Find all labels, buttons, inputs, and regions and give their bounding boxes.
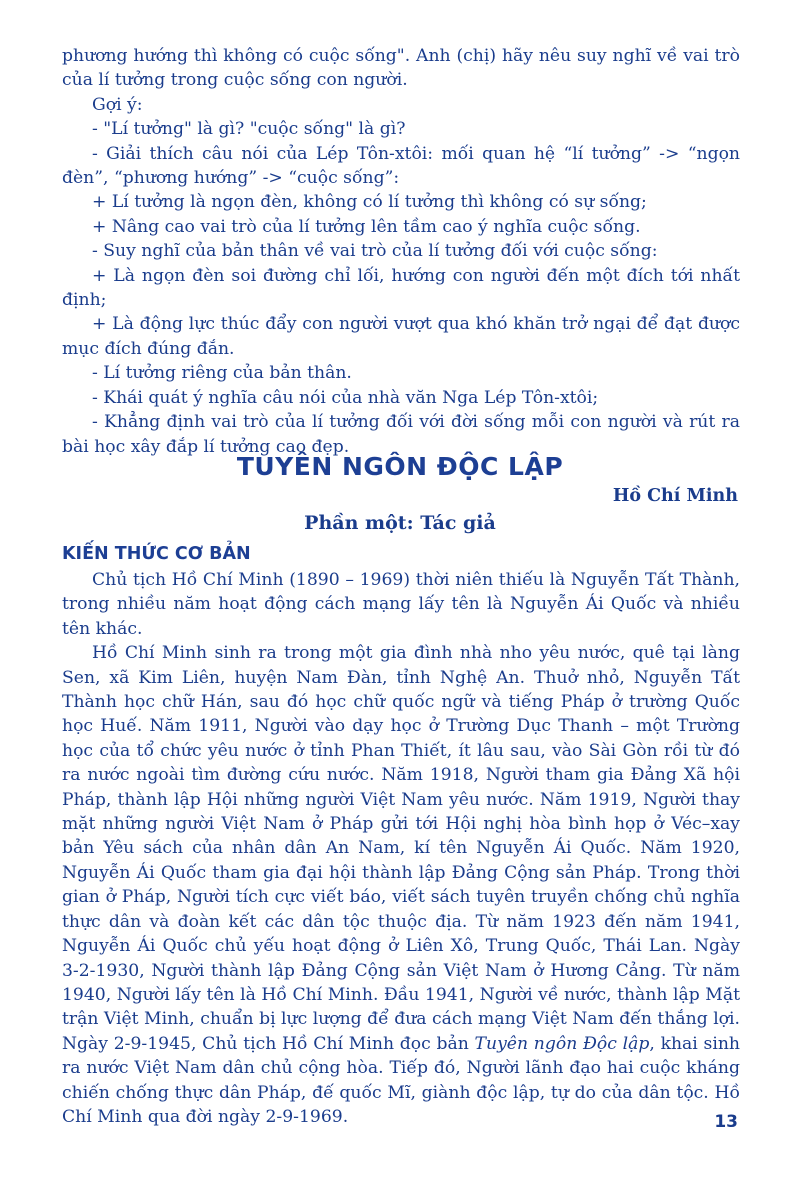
section-heading: KIẾN THỨC CƠ BẢN [62, 544, 251, 564]
question-text: phương hướng thì không có cuộc sống". Anh (chị) hãy nêu suy nghĩ về vai trò của lí tưởng trong cuộc sống con người. [62, 46, 740, 91]
hint-line: + Lí tưởng là ngọn đèn, không có lí tưởng thì không có sự sống; [92, 192, 647, 213]
lesson-author: Hồ Chí Minh [612, 486, 738, 506]
document-title: Tuyên ngôn Độc lập [474, 1033, 650, 1054]
paragraph-text: , khai sinh ra nước Việt Nam dân chủ cộng hòa. Tiếp đó, Người lãnh đạo hai cuộc kháng chiến chống thực dân Pháp, đế quốc Mĩ, giành độc lập, tự do của dân tộc. Hồ Chí Minh qua đời ngày 2-9-1969. [62, 1033, 740, 1127]
intro-block [62, 44, 740, 459]
hint-line: - Suy nghĩ của bản thân về vai trò của lí tưởng đối với cuộc sống: [92, 241, 658, 262]
hint-line: - Khẳng định vai trò của lí tưởng đối với đời sống mỗi con người và rút ra bài học xây đắp lí tưởng cao đẹp. [62, 412, 740, 457]
paragraph-text: Hồ Chí Minh sinh ra trong một gia đình nhà nho yêu nước, quê tại làng Sen, xã Kim Liên, huyện Nam Đàn, tỉnh Nghệ An. Thuở nhỏ, Nguyễn Tất Thành học chữ Hán, sau đó học chữ quốc ngữ và tiếng Pháp ở trường Quốc học Huế. Năm 1911, Người vào dạy học ở Trường Dục Thanh – một Trường học của tổ chức yêu nước ở tỉnh Phan Thiết, ít lâu sau, vào Sài Gòn rồi từ đó ra nước ngoài tìm đường cứu nước. Năm 1918, Người tham gia Đảng Xã hội Pháp, thành lập Hội những người Việt Nam yêu nước. Năm 1919, Người thay mặt những người Việt Nam ở Pháp gửi tới Hội nghị hòa bình họp ở Véc–xay bản Yêu sách của nhân dân An Nam, kí tên Nguyễn Ái Quốc. Năm 1920, Nguyễn Ái Quốc tham gia đại hội thành lập Đảng Cộng sản Pháp. Trong thời gian ở Pháp, Người tích cực viết báo, viết sách tuyên truyền chống chủ nghĩa thực dân và đoàn kết các dân tộc thuộc địa. Từ năm 1923 đến năm 1941, Nguyễn Ái Quốc chủ yếu hoạt động ở Liên Xô, Trung Quốc, Thái Lan. Ngày 3-2-1930, Người thành lập Đảng Cộng sản Việt Nam ở Hương Cảng. Từ năm 1940, Người lấy tên là Hồ Chí Minh. Đầu 1941, Người về nước, thành lập Mặt trận Việt Minh, chuẩn bị lực lượng để đưa cách mạng Việt Nam đến thắng lợi. Ngày 2-9-1945, Chủ tịch Hồ Chí Minh đọc bản [62, 643, 740, 1054]
hint-line: - Lí tưởng riêng của bản thân. [92, 363, 352, 384]
part-heading: Phần một: Tác giả [304, 512, 496, 534]
hint-line: - Giải thích câu nói của Lép Tôn-xtôi: mối quan hệ “lí tưởng” -> “ngọn đèn”, “phương hướng” -> “cuộc sống”: [62, 143, 740, 189]
biography-paragraph-2 [62, 641, 740, 1129]
biography-paragraph-1: Chủ tịch Hồ Chí Minh (1890 – 1969) thời niên thiếu là Nguyễn Tất Thành, trong nhiều năm hoạt động cách mạng lấy tên là Nguyễn Ái Quốc và nhiều tên khác. [62, 570, 740, 639]
biography-block [62, 568, 740, 1129]
hint-line: + Nâng cao vai trò của lí tưởng lên tầm cao ý nghĩa cuộc sống. [92, 216, 641, 237]
hint-line: + Là động lực thúc đẩy con người vượt qua khó khăn trở ngại để đạt được mục đích đúng đắn. [62, 314, 740, 359]
hint-line: + Là ngọn đèn soi đường chỉ lối, hướng con người đến một đích tới nhất định; [62, 265, 740, 311]
page-number: 13 [714, 1112, 738, 1132]
hint-line: - "Lí tưởng" là gì? "cuộc sống" là gì? [92, 119, 406, 140]
lesson-title: TUYÊN NGÔN ĐỘC LẬP [236, 452, 564, 481]
hint-label: Gợi ý: [92, 94, 143, 115]
hint-line: - Khái quát ý nghĩa câu nói của nhà văn Nga Lép Tôn-xtôi; [92, 387, 599, 408]
